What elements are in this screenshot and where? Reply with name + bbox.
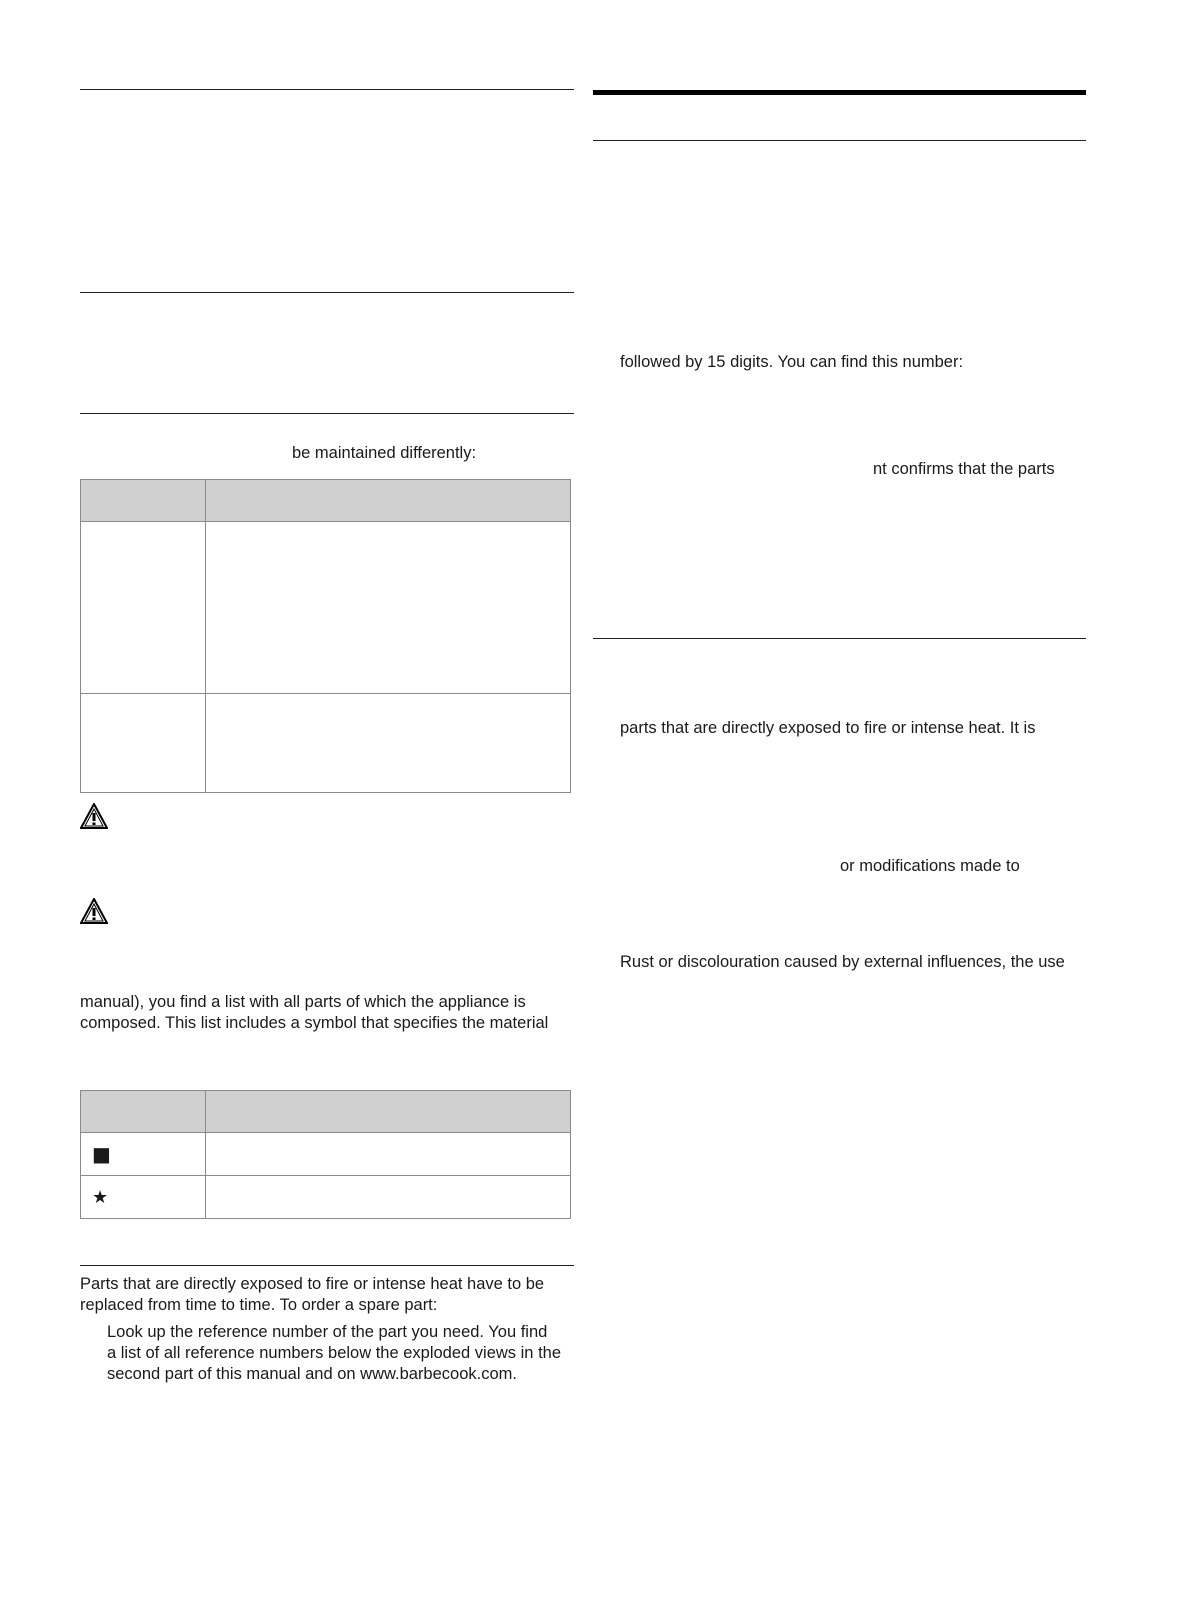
warning-icon — [80, 803, 108, 829]
table-header-cell — [81, 1091, 206, 1133]
section-divider — [80, 89, 574, 90]
section-divider — [593, 638, 1086, 639]
section-divider — [593, 140, 1086, 141]
table-cell — [206, 522, 571, 694]
table-cell — [81, 1133, 206, 1176]
table-cell — [206, 1133, 571, 1176]
section-heading-bar — [593, 90, 1086, 95]
rust-text: Rust or discolouration caused by external influences, the use — [620, 953, 1065, 971]
table-cell — [81, 694, 206, 793]
section-divider — [80, 292, 574, 293]
table-row — [81, 694, 571, 793]
table-row — [81, 1176, 571, 1219]
section-divider — [80, 413, 574, 414]
confirms-text: nt confirms that the parts — [873, 460, 1055, 478]
table-row — [81, 1133, 571, 1176]
table-header-cell — [206, 1091, 571, 1133]
step-text: a list of all reference numbers below the exploded views in the — [107, 1344, 561, 1362]
table-cell — [81, 522, 206, 694]
materials-intro-line: composed. This list includes a symbol that specifies the material — [80, 1014, 549, 1032]
spare-parts-text: Parts that are directly exposed to fire or intense heat have to be — [80, 1275, 545, 1293]
section-divider — [80, 1265, 574, 1266]
table-row — [81, 522, 571, 694]
materials-intro-line: manual), you find a list with all parts of which the appliance is — [80, 993, 526, 1011]
step-text: second part of this manual and on www.barbecook.com. — [107, 1365, 517, 1383]
table-header-cell — [206, 480, 571, 522]
black-square-icon: ■ — [92, 1142, 111, 1166]
table-header-row — [81, 1091, 571, 1133]
table-header-row — [81, 480, 571, 522]
table-cell — [206, 1176, 571, 1219]
spare-parts-text: replaced from time to time. To order a spare part: — [80, 1296, 438, 1314]
exposed-parts-text: parts that are directly exposed to fire or intense heat. It is — [620, 719, 1036, 737]
modifications-text: or modifications made to — [840, 857, 1020, 875]
table-header-cell — [81, 480, 206, 522]
material-legend-table — [80, 1090, 571, 1219]
table-cell — [206, 694, 571, 793]
serial-number-text: followed by 15 digits. You can find this number: — [620, 353, 964, 371]
step-text: Look up the reference number of the part you need. You find — [107, 1323, 548, 1341]
warning-icon — [80, 898, 108, 924]
star-icon: ★ — [92, 1186, 109, 1208]
table-cell — [81, 1176, 206, 1219]
maintenance-intro-text: be maintained differently: — [292, 444, 477, 462]
maintenance-table — [80, 479, 571, 793]
